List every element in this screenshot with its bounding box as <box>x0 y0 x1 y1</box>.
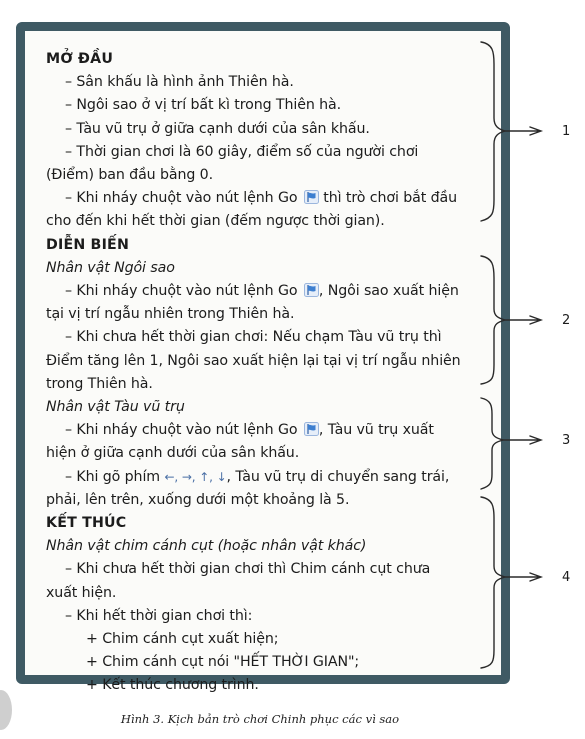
section-label-2: 2 <box>562 313 571 328</box>
start-line-2: – Ngôi sao ở vị trí bất kì trong Thiên hà. <box>65 97 342 114</box>
star-line-5: trong Thiên hà. <box>46 375 153 392</box>
star-title: Nhân vật Ngôi sao <box>46 259 175 276</box>
end-line-4: + Chim cánh cụt xuất hiện; <box>86 631 279 648</box>
ship-line-1b: , Tàu vũ trụ xuất <box>318 422 434 439</box>
star-line-1a: – Khi nháy chuột vào nút lệnh Go <box>65 283 298 300</box>
bracket-3-arrow <box>503 436 541 444</box>
bracket-4-arrow <box>505 573 541 581</box>
end-line-5: + Chim cánh cụt nói "HẾT THỜI GIAN"; <box>86 654 360 671</box>
start-line-3: – Tàu vũ trụ ở giữa cạnh dưới của sân khấu. <box>65 120 370 137</box>
star-line-2: tại vị trí ngẫu nhiên trong Thiên hà. <box>46 306 295 323</box>
start-line-1: – Sân khấu là hình ảnh Thiên hà. <box>65 74 294 91</box>
penguin-title: Nhân vật chim cánh cụt (hoặc nhân vật khác) <box>46 538 367 555</box>
ship-line-2: hiện ở giữa cạnh dưới của sân khấu. <box>46 445 300 462</box>
star-line-1b: , Ngôi sao xuất hiện <box>318 283 459 300</box>
ship-line-3b: , Tàu vũ trụ di chuyển sang trái, <box>226 468 450 485</box>
start-line-5: (Điểm) ban đầu bằng 0. <box>46 167 214 184</box>
start-line-7: cho đến khi hết thời gian (đếm ngược thời gian). <box>46 213 385 230</box>
section-heading-start: MỞ ĐẦU <box>46 51 114 67</box>
section-label-4: 4 <box>562 570 571 585</box>
bracket-1-arrow <box>505 127 541 135</box>
section-label-3: 3 <box>562 433 571 448</box>
ship-line-3a: – Khi gõ phím <box>65 468 161 485</box>
bracket-1 <box>481 42 505 221</box>
section-label-1: 1 <box>562 124 571 139</box>
start-line-4: – Thời gian chơi là 60 giây, điểm số của người chơi <box>65 143 419 160</box>
ship-line-4: phải, lên trên, xuống dưới một khoảng là 5. <box>46 491 350 508</box>
end-line-1: – Khi chưa hết thời gian chơi thì Chim cánh cụt chưa <box>65 561 431 578</box>
bracket-3 <box>481 398 503 489</box>
ship-line-1a: – Khi nháy chuột vào nút lệnh Go <box>65 422 298 439</box>
bracket-4 <box>481 497 505 668</box>
star-line-4: Điểm tăng lên 1, Ngôi sao xuất hiện lại tại vị trí ngẫu nhiên <box>46 352 461 369</box>
end-line-6: + Kết thúc chương trình. <box>86 677 259 694</box>
star-line-3: – Khi chưa hết thời gian chơi: Nếu chạm Tàu vũ trụ thì <box>65 329 442 346</box>
section-heading-end: KẾT THÚC <box>46 515 127 532</box>
section-heading-progress: DIỄN BIẾN <box>46 236 130 253</box>
ship-title: Nhân vật Tàu vũ trụ <box>46 399 185 416</box>
start-line-6a: – Khi nháy chuột vào nút lệnh Go <box>65 190 298 207</box>
bracket-2-arrow <box>505 316 541 324</box>
arrow-keys-icon: ←, →, ↑, ↓ <box>164 469 227 484</box>
start-line-6b: thì trò chơi bắt đầu <box>323 190 457 207</box>
end-line-2: xuất hiện. <box>46 584 117 601</box>
bracket-2 <box>481 256 505 384</box>
end-line-3: – Khi hết thời gian chơi thì: <box>65 607 253 624</box>
figure-caption: Hình 3. Kịch bản trò chơi Chinh phục các vì sao <box>120 712 400 726</box>
